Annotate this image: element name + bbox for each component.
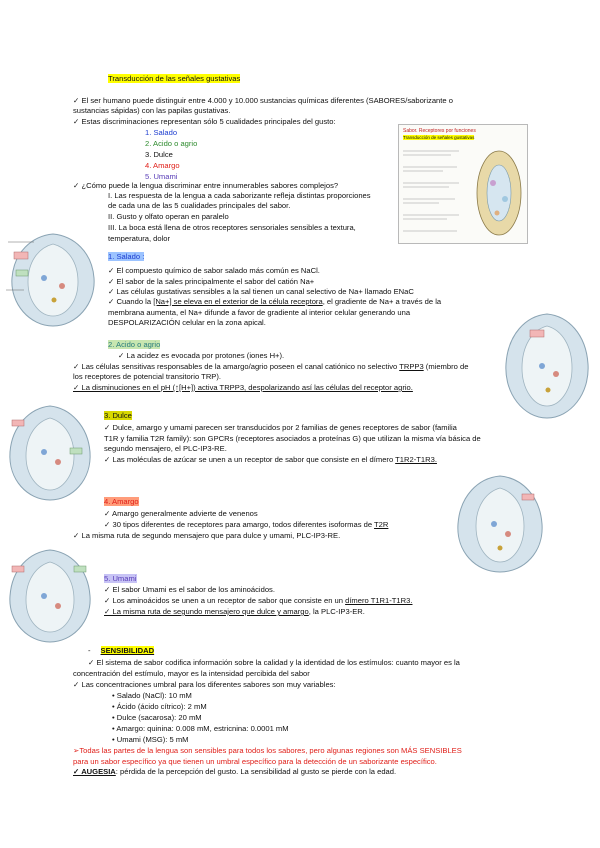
threshold-umami: • Umami (MSG): 5 mM <box>112 735 189 744</box>
dulce-line-4: ✓ Las moléculas de azúcar se unen a un receptor de sabor que consiste en el dímero T1R2-T1R3. <box>104 455 437 464</box>
threshold-amargo: • Amargo: quinina: 0.008 mM, estricnina: 0.0001 mM <box>112 724 289 733</box>
acido-line-1: ✓ La acidez es evocada por protones (iones H+). <box>118 351 285 360</box>
salado-line-1: ✓ El compuesto químico de sabor salado más común es NaCl. <box>108 266 320 275</box>
amargo-heading: 4. Amargo <box>104 497 139 506</box>
sensibilidad-heading: - SENSIBILIDAD <box>88 646 155 655</box>
figure-sweet-cell <box>4 402 96 504</box>
ageusia-line: ✓ AUGESIA: pérdida de la percepción del gusto. La sensibilidad al gusto se pierde con la edad. <box>73 767 397 776</box>
figure-bitter-cell <box>452 472 548 576</box>
answer-1b: de cada una de las 5 cualidades principales del sabor. <box>108 201 291 210</box>
dulce-line-2: T1R y familia T2R family): son GPCRs (receptores asociados a proteínas G) que utilizan la misma vía básica de <box>104 434 481 443</box>
figure-sour-cell <box>500 310 594 422</box>
umami-line-3: ✓ La misma ruta de segundo mensajero que dulce y amargo, la PLC-IP3-ER. <box>104 607 365 616</box>
intro-question: ✓ ¿Cómo puede la lengua discriminar entre innumerables sabores complejos? <box>73 181 339 190</box>
acido-line-2: ✓ Las células sensitivas responsables de la amargo/agrio poseen el canal catiónico no selectivo TRPP3 (miembro de <box>73 362 469 371</box>
dulce-heading: 3. Dulce <box>104 411 132 420</box>
salado-line-2: ✓ El sabor de la sales principalmente el sabor del catión Na+ <box>108 277 315 286</box>
amargo-line-3: ✓ La misma ruta de segundo mensajero que para dulce y umami, PLC-IP3-RE. <box>73 531 341 540</box>
acido-heading: 2. Acido o agrio <box>108 340 161 349</box>
acido-line-3: los receptores de potencial transitorio TRP). <box>73 372 222 381</box>
threshold-dulce: • Dulce (sacarosa): 20 mM <box>112 713 202 722</box>
taste-dulce: 3. Dulce <box>145 150 173 159</box>
taste-salado: 1. Salado <box>145 128 178 137</box>
salado-line-6: DESPOLARIZACIÓN celular en la zona apical. <box>108 318 266 327</box>
threshold-salado: • Salado (NaCl): 10 mM <box>112 691 192 700</box>
intro-line-3: ✓ Estas discriminaciones representan sólo 5 cualidades principales del gusto: <box>73 117 336 126</box>
sensibilidad-note-2: para un sabor específico ya que tienen un umbral específico para la detección de un saborizante específico. <box>73 757 437 766</box>
amargo-line-1: ✓ Amargo generalmente advierte de venenos <box>104 509 258 518</box>
intro-line-2: sustancias sápidas) con las papilas gustativas. <box>73 106 231 115</box>
umami-line-1: ✓ El sabor Umami es el sabor de los aminoácidos. <box>104 585 275 594</box>
salado-line-4: ✓ Cuando la [Na+] se eleva en el exterior de la célula receptora, el gradiente de Na+ a través de la <box>108 297 442 306</box>
taste-acido: 2. Acido o agrio <box>145 139 198 148</box>
amargo-line-2: ✓ 30 tipos diferentes de receptores para amargo, todos diferentes isoformas de T2R <box>104 520 389 529</box>
sensibilidad-line-3: ✓ Las concentraciones umbral para los diferentes sabores son muy variables: <box>73 680 336 689</box>
umami-line-2: ✓ Los aminoácidos se unen a un receptor de sabor que consiste en un dímero T1R1-T1R3. <box>104 596 413 605</box>
salado-line-3: ✓ Las células gustativas sensibles a la sal tienen un canal selectivo de Na+ llamado ENaC <box>108 287 414 296</box>
bullet-dash: - <box>88 646 91 655</box>
sensibilidad-line-1: ✓ El sistema de sabor codifica información sobre la calidad y la identidad de los estímulos: cuanto mayor es la <box>88 658 460 667</box>
umami-heading: 5. Umami <box>104 574 137 583</box>
sensibilidad-note-1: ➢Todas las partes de la lengua son sensibles para todos los sabores, pero algunas regiones son MÁS SENSIBLES <box>73 746 462 755</box>
answer-2: II. Gusto y olfato operan en paralelo <box>108 212 229 221</box>
figure-diagram <box>399 143 527 243</box>
answer-3b: temperatura, dolor <box>108 234 171 243</box>
figure-umami-cell <box>4 546 96 646</box>
answer-3a: III. La boca está llena de otros receptores sensoriales sensibles a textura, <box>108 223 356 232</box>
dulce-line-1: ✓ Dulce, amargo y umami parecen ser transducidos por 2 familias de genes receptores de sabor (familia <box>104 423 457 432</box>
sensibilidad-line-2: concentración del estímulo, mayor es la intensidad percibida del sabor <box>73 669 310 678</box>
figure-subheading: Transducción de señales gustativas <box>403 135 475 140</box>
dulce-line-3: segundo mensajero, el PLC-IP3-RE. <box>104 444 227 453</box>
taste-umami: 5. Umami <box>145 172 178 181</box>
threshold-acido: • Ácido (ácido cítrico): 2 mM <box>112 702 207 711</box>
intro-line-1: ✓ El ser humano puede distinguir entre 4.000 y 10.000 sustancias químicas diferentes (SABORES/saborizante o <box>73 96 453 105</box>
receptor-figure-panel <box>398 124 528 244</box>
figure-heading: Sabor. Receptores por funciones <box>403 128 476 134</box>
salado-heading: 1. Salado : <box>108 252 145 261</box>
figure-salty-cell <box>4 230 102 330</box>
acido-line-4: ✓ La disminuciones en el pH (↑[H+]) activa TRPP3, despolarizando así las células del receptor agrio. <box>73 383 413 392</box>
answer-1a: I. Las respuesta de la lengua a cada saborizante refleja distintas proporciones <box>108 191 371 200</box>
page-title: Transducción de las señales gustativas <box>108 74 241 83</box>
taste-amargo: 4. Amargo <box>145 161 180 170</box>
salado-line-5: membrana aumenta, el Na+ difunde a favor de gradiente al interior celular generando una <box>108 308 411 317</box>
